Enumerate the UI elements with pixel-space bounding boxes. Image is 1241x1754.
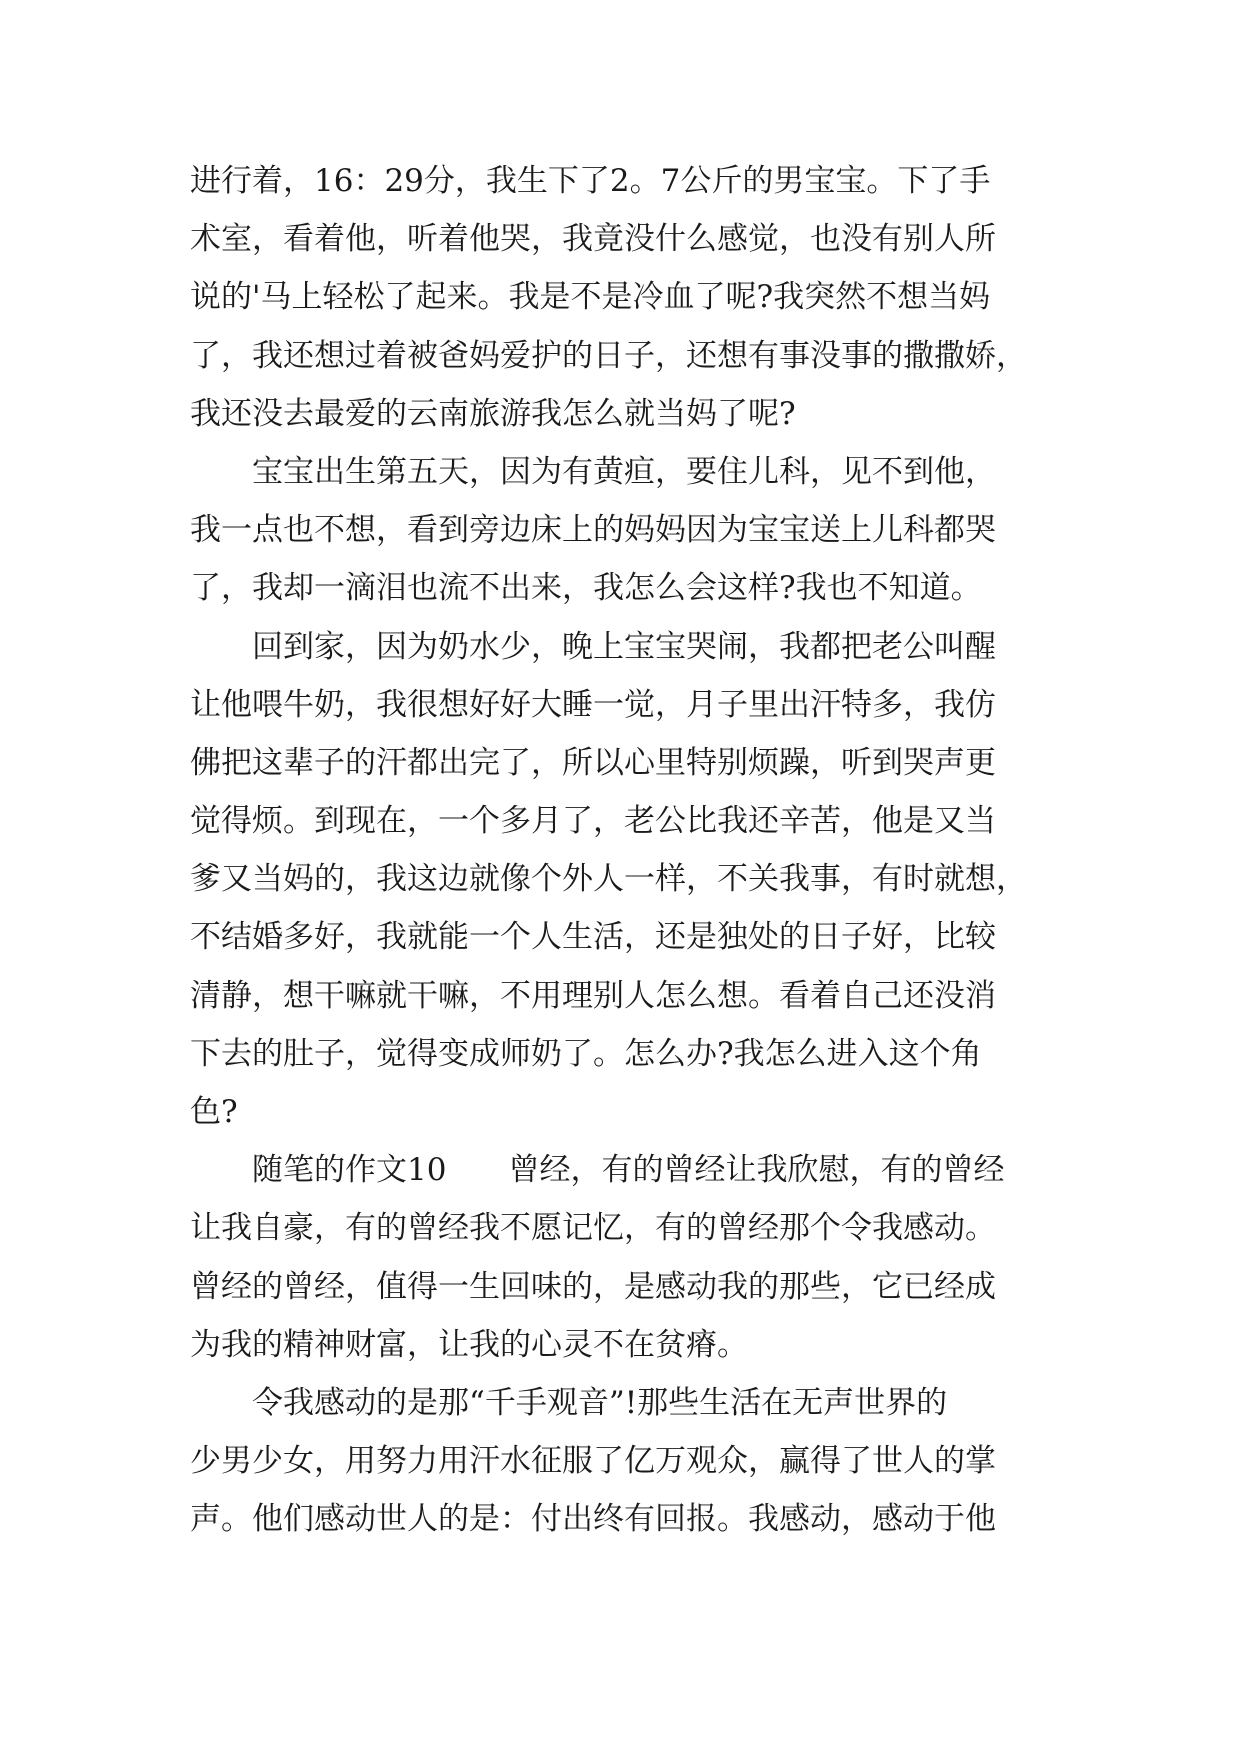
text-line: 声。他们感动世人的是：付出终有回报。我感动，感动于他 [190, 1501, 996, 1538]
text-line: 我还没去最爱的云南旅游我怎么就当妈了呢? [190, 395, 796, 432]
text-line: 为我的精神财富，让我的心灵不在贫瘠。 [190, 1326, 748, 1363]
text-line: 觉得烦。到现在，一个多月了，老公比我还辛苦，他是又当 [190, 803, 996, 840]
text-line: 佛把这辈子的汗都出完了，所以心里特别烦躁，听到哭声更 [190, 744, 996, 781]
text-line: 进行着，16：29分，我生下了2。7公斤的男宝宝。下了手 [190, 163, 991, 199]
text-line: 不结婚多好，我就能一个人生活，还是独处的日子好，比较 [190, 919, 996, 956]
text-line: 爹又当妈的，我这边就像个外人一样，不关我事，有时就想， [190, 861, 1027, 898]
text-line: 下去的肚子，觉得变成师奶了。怎么办?我怎么进入这个角 [190, 1035, 982, 1072]
text-line: 色? [190, 1094, 238, 1130]
text-line: 说的'马上轻松了起来。我是不是冷血了呢?我突然不想当妈 [190, 279, 991, 316]
text-line: 随笔的作文10 曾经，有的曾经让我欣慰，有的曾经 [190, 1152, 1005, 1189]
text-line: 少男少女，用努力用汗水征服了亿万观众，赢得了世人的掌 [190, 1443, 996, 1480]
text-line: 宝宝出生第五天，因为有黄疸，要住儿科，见不到他， [190, 453, 996, 490]
text-line: 清静，想干嘛就干嘛，不用理别人怎么想。看着自己还没消 [190, 977, 996, 1014]
text-line: 了，我还想过着被爸妈爱护的日子，还想有事没事的撒撒娇， [190, 337, 1027, 374]
text-line: 让我自豪，有的曾经我不愿记忆，有的曾经那个令我感动。 [190, 1210, 996, 1247]
text-line: 回到家，因为奶水少，晚上宝宝哭闹，我都把老公叫醒 [190, 628, 996, 665]
text-line: 术室，看着他，听着他哭，我竟没什么感觉，也没有别人所 [190, 221, 996, 258]
text-line: 了，我却一滴泪也流不出来，我怎么会这样?我也不知道。 [190, 570, 982, 607]
text-line: 令我感动的是那“千手观音”!那些生活在无声世界的 [190, 1384, 948, 1421]
text-line: 让他喂牛奶，我很想好好大睡一觉，月子里出汗特多，我仿 [190, 686, 996, 723]
text-line: 我一点也不想，看到旁边床上的妈妈因为宝宝送上儿科都哭 [190, 512, 996, 549]
text-line: 曾经的曾经，值得一生回味的，是感动我的那些，它已经成 [190, 1268, 996, 1305]
body-text [190, 152, 1070, 1549]
